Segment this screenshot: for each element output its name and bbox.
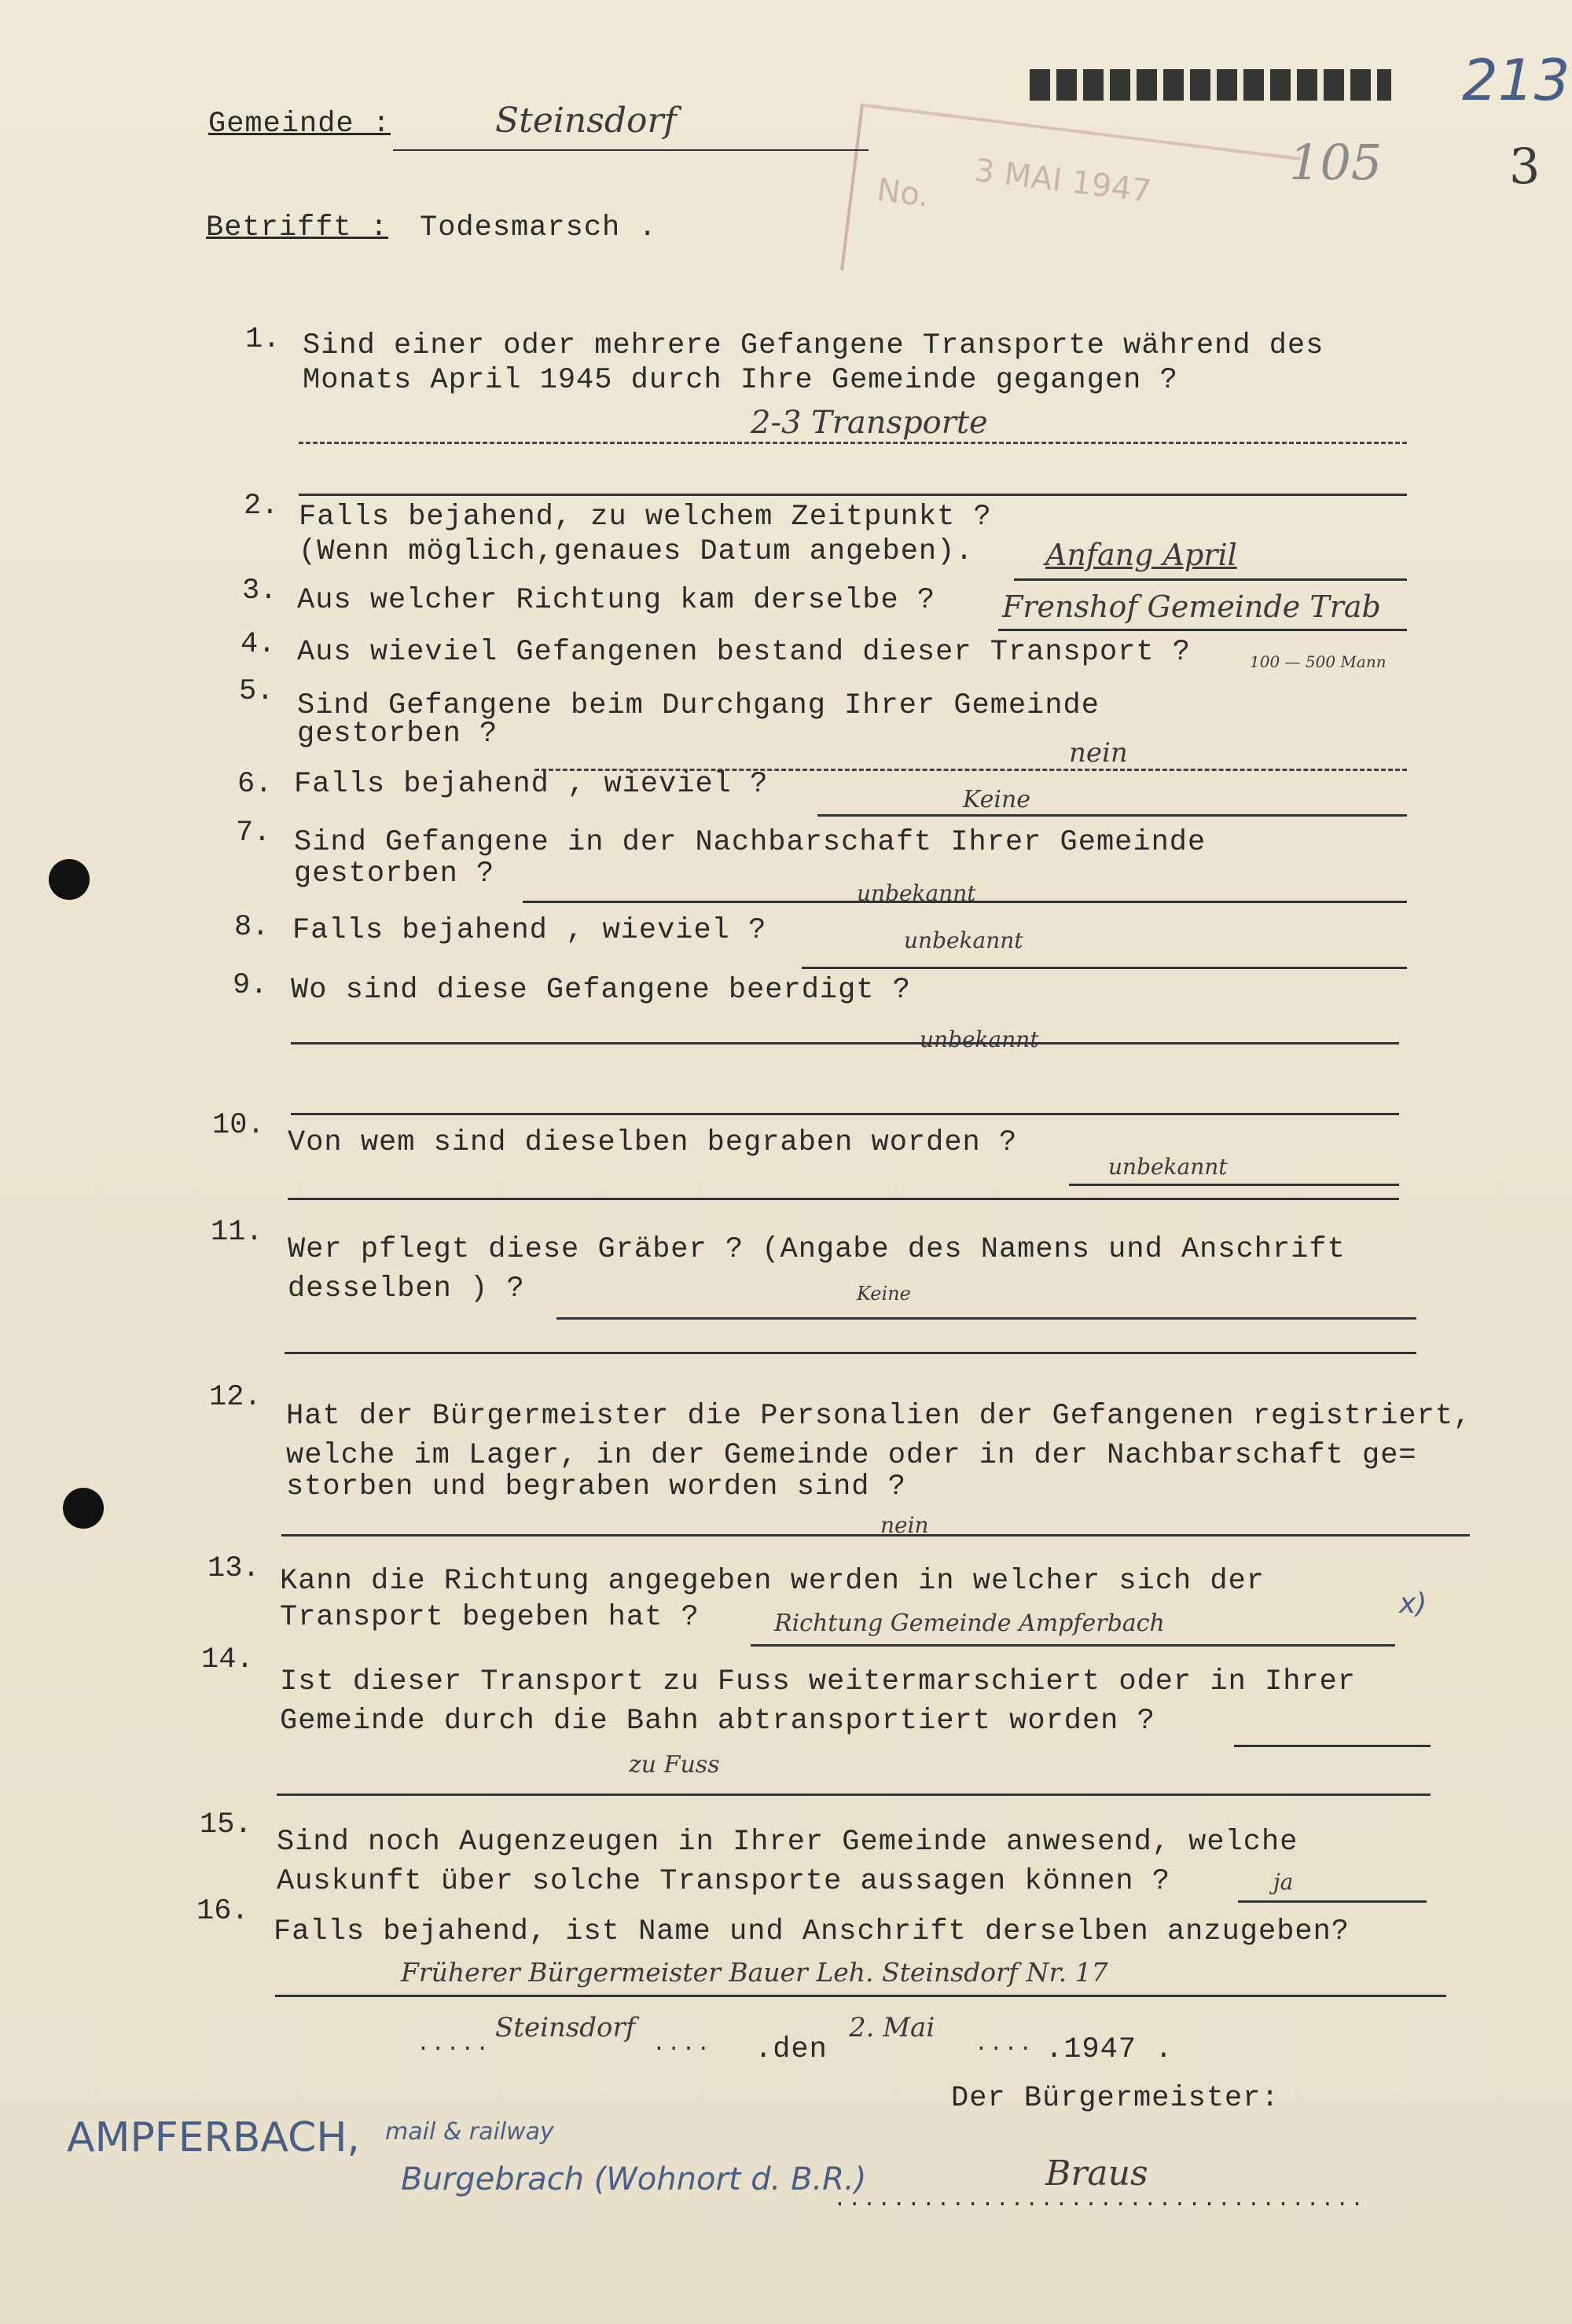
question-13-number: 13. bbox=[208, 1552, 260, 1585]
punch-hole-top bbox=[49, 859, 90, 900]
answer-1: 2-3 Transporte bbox=[751, 405, 988, 441]
mayor-signature: Braus bbox=[1045, 2153, 1148, 2194]
answer-16-line bbox=[275, 1995, 1446, 1997]
answer-6-line bbox=[817, 814, 1407, 817]
signature-dots: .................................... bbox=[833, 2188, 1365, 2212]
answer-8-line bbox=[802, 967, 1407, 969]
page-reference-2: 105 bbox=[1289, 134, 1383, 191]
date-dots-2: .... bbox=[652, 2032, 712, 2057]
question-13-text-2: Transport begeben hat ? bbox=[280, 1601, 700, 1634]
date-dots-1: ..... bbox=[417, 2032, 491, 2057]
date-den: .den bbox=[755, 2033, 828, 2066]
page-number: 3 bbox=[1509, 138, 1541, 195]
question-10-number: 10. bbox=[212, 1109, 265, 1142]
question-1-number: 1. bbox=[245, 323, 281, 356]
answer-9-line bbox=[291, 1042, 1399, 1045]
question-5-number: 5. bbox=[239, 675, 274, 708]
answer-4: 100 — 500 Mann bbox=[1250, 652, 1387, 671]
answer-9-line-2 bbox=[291, 1113, 1399, 1115]
answer-6: Keine bbox=[963, 786, 1031, 813]
answer-16: Früherer Bürgermeister Bauer Leh. Steinsdorf Nr. 17 bbox=[401, 1957, 1108, 1988]
question-5-text: Sind Gefangene beim Durchgang Ihrer Gemeinde bbox=[297, 689, 1100, 722]
question-1-text-2: Monats April 1945 durch Ihre Gemeinde gegangen ? bbox=[303, 364, 1178, 397]
question-13-text: Kann die Richtung angegeben werden in welcher sich der bbox=[280, 1565, 1265, 1598]
answer-13: Richtung Gemeinde Ampferbach bbox=[774, 1610, 1165, 1637]
question-14-text-2: Gemeinde durch die Bahn abtransportiert worden ? bbox=[280, 1705, 1155, 1738]
question-14-number: 14. bbox=[201, 1643, 254, 1676]
page-reference: 213 bbox=[1462, 47, 1570, 113]
question-8-text: Falls bejahend , wieviel ? bbox=[292, 914, 767, 947]
stamp-no: No. bbox=[875, 171, 931, 215]
question-12-number: 12. bbox=[209, 1381, 262, 1414]
answer-15-line bbox=[1238, 1900, 1427, 1903]
answer-14: zu Fuss bbox=[629, 1751, 720, 1779]
answer-5: nein bbox=[1069, 737, 1128, 769]
question-16-number: 16. bbox=[196, 1895, 249, 1928]
betrifft-label: Betrifft : bbox=[206, 211, 389, 244]
punch-hole-bottom bbox=[63, 1488, 104, 1529]
answer-14-line-2 bbox=[277, 1793, 1431, 1796]
question-2-text-2: (Wenn möglich,genaues Datum angeben). bbox=[299, 535, 974, 568]
question-12-text-3: storben und begraben worden sind ? bbox=[286, 1470, 906, 1503]
question-7-text: Sind Gefangene in der Nachbarschaft Ihrer Gemeinde bbox=[294, 826, 1207, 859]
question-2-number: 2. bbox=[244, 490, 279, 523]
answer-3-line bbox=[998, 629, 1407, 631]
answer-2: Anfang April bbox=[1045, 538, 1237, 572]
answer-10-line bbox=[1069, 1184, 1399, 1186]
note-place: AMPFERBACH, bbox=[67, 2114, 360, 2161]
answer-1-line-2 bbox=[299, 494, 1407, 496]
date-year: .1947 . bbox=[1045, 2033, 1173, 2066]
question-3-text: Aus welcher Richtung kam derselbe ? bbox=[297, 584, 936, 617]
question-9-number: 9. bbox=[233, 969, 268, 1002]
answer-2-line bbox=[1014, 578, 1407, 581]
answer-9: unbekannt bbox=[920, 1026, 1039, 1052]
question-12-text-2: welche im Lager, in der Gemeinde oder in der Nachbarschaft ge= bbox=[286, 1439, 1417, 1472]
gemeinde-value: Steinsdorf bbox=[495, 101, 677, 141]
question-1-text: Sind einer oder mehrere Gefangene Transporte während des bbox=[303, 329, 1324, 362]
question-8-number: 8. bbox=[234, 911, 270, 944]
date-dots-3: .... bbox=[975, 2032, 1034, 2057]
stamp-date: 3 MAI 1947 bbox=[972, 152, 1154, 211]
question-16-text: Falls bejahend, ist Name und Anschrift derselben anzugeben? bbox=[274, 1915, 1350, 1948]
answer-7-line bbox=[523, 901, 1407, 903]
answer-1-line bbox=[299, 442, 1407, 444]
betrifft-value: Todesmarsch . bbox=[420, 211, 657, 244]
gemeinde-line bbox=[393, 149, 869, 151]
answer-3: Frenshof Gemeinde Trab bbox=[1002, 589, 1381, 624]
margin-mark: x) bbox=[1399, 1588, 1427, 1620]
answer-7: unbekannt bbox=[857, 880, 976, 906]
received-stamp bbox=[840, 103, 1301, 324]
question-14-text: Ist dieser Transport zu Fuss weitermarschiert oder in Ihrer bbox=[280, 1665, 1357, 1698]
question-15-number: 15. bbox=[200, 1808, 252, 1841]
question-11-text: Wer pflegt diese Gräber ? (Angabe des Namens und Anschrift bbox=[288, 1233, 1346, 1266]
answer-11-line-2 bbox=[285, 1352, 1416, 1354]
answer-15: ja bbox=[1273, 1869, 1294, 1895]
question-6-number: 6. bbox=[237, 768, 273, 801]
answer-10: unbekannt bbox=[1108, 1154, 1228, 1180]
question-9-text: Wo sind diese Gefangene beerdigt ? bbox=[291, 974, 911, 1007]
date-day: 2. Mai bbox=[849, 2012, 935, 2043]
answer-8: unbekannt bbox=[904, 927, 1023, 953]
question-5-text-2: gestorben ? bbox=[297, 718, 498, 751]
answer-11: Keine bbox=[857, 1283, 911, 1305]
gemeinde-label: Gemeinde : bbox=[208, 108, 391, 141]
question-7-number: 7. bbox=[236, 817, 271, 850]
answer-11-line bbox=[556, 1317, 1416, 1320]
answer-12: nein bbox=[880, 1512, 929, 1538]
question-11-text-2: desselben ) ? bbox=[288, 1272, 525, 1305]
answer-12-line bbox=[281, 1534, 1470, 1536]
note-extra: mail & railway bbox=[385, 2118, 554, 2146]
note-line-2: Burgebrach (Wohnort d. B.R.) bbox=[401, 2161, 867, 2197]
mayor-label: Der Bürgermeister: bbox=[951, 2082, 1280, 2115]
question-12-text: Hat der Bürgermeister die Personalien der Gefangenen registriert, bbox=[286, 1400, 1472, 1433]
question-2-text: Falls bejahend, zu welchem Zeitpunkt ? bbox=[299, 501, 992, 534]
question-7-text-2: gestorben ? bbox=[294, 857, 495, 890]
question-11-number: 11. bbox=[211, 1216, 263, 1249]
question-15-text: Sind noch Augenzeugen in Ihrer Gemeinde anwesend, welche bbox=[277, 1826, 1298, 1859]
answer-14-line bbox=[1234, 1745, 1431, 1747]
date-place: Steinsdorf bbox=[495, 2012, 636, 2043]
redacted-header-mark bbox=[1030, 69, 1391, 101]
question-6-text: Falls bejahend , wieviel ? bbox=[294, 768, 769, 801]
answer-10-line-2 bbox=[288, 1198, 1399, 1200]
question-10-text: Von wem sind dieselben begraben worden ? bbox=[288, 1126, 1018, 1159]
question-4-number: 4. bbox=[241, 628, 276, 661]
question-15-text-2: Auskunft über solche Transporte aussagen können ? bbox=[277, 1865, 1170, 1898]
answer-13-line bbox=[751, 1644, 1395, 1647]
question-3-number: 3. bbox=[242, 575, 277, 608]
question-4-text: Aus wieviel Gefangenen bestand dieser Transport ? bbox=[297, 636, 1191, 669]
